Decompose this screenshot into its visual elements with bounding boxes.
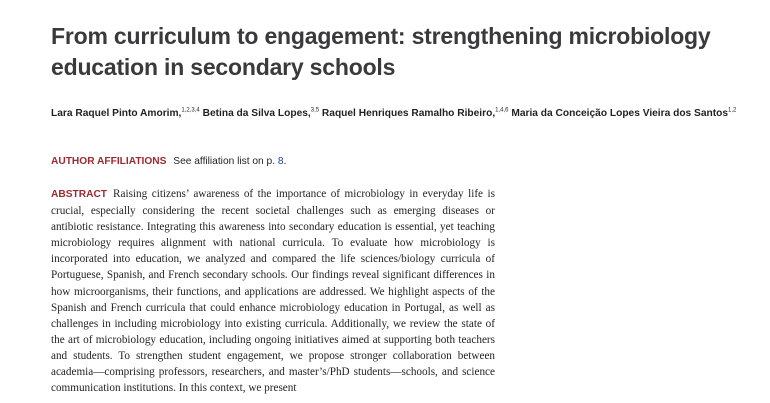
author-affiliation-numbers: 1,2,3,4 [181, 107, 200, 114]
author-name: Lara Raquel Pinto Amorim, [51, 108, 182, 119]
abstract-text: Raising citizens’ awareness of the importance of microbiology in everyday life is crucial, especially considering the recent societal challenges such as emerging diseases or antibiotic resistance. Integrating this awareness into secondary education is essential, yet teaching microbiology requires alignment with national curricula. To evaluate how microbiology is incorporated into education, we analyzed and compared the life sciences/biology curricula of Portuguese, Spanish, and French secondary schools. Our findings reveal significant differences in how microorganisms, their functions, and applications are addressed. We highlight aspects of the Spanish and French curricula that could enhance microbiology education in Portugal, as well as challenges in including microbiology into existing curricula. Additionally, we review the state of the art of microbiology education, including ongoing initiatives aimed at supporting both teachers and students. To strengthen student engagement, we propose stronger collaboration between academia—comprising professors, researchers, and master’s/PhD students—schools, and science communication institutions. In this context, we present [51, 188, 495, 395]
author-affiliation-numbers: 1,4,6 [495, 107, 509, 114]
author-list [51, 106, 741, 121]
abstract [51, 186, 495, 396]
affiliations-text-end: . [283, 156, 287, 167]
affiliations-text: See affiliation list on p. [173, 156, 276, 167]
affiliations-label: AUTHOR AFFILIATIONS [51, 156, 167, 167]
affiliation-page-link[interactable]: 8 [277, 156, 284, 167]
author-name: Maria da Conceição Lopes Vieira dos Santos [511, 108, 729, 119]
author-affiliation-numbers: 1,2 [728, 107, 737, 114]
author-affiliations-note [51, 155, 286, 169]
author-name: Raquel Henriques Ramalho Ribeiro, [321, 108, 496, 119]
abstract-label: ABSTRACT [51, 189, 108, 200]
author-name: Betina da Silva Lopes, [202, 108, 311, 119]
article-title: From curriculum to engagement: strengthening microbiology education in secondary schools [51, 23, 711, 80]
author-affiliation-numbers: 3,5 [310, 107, 320, 114]
